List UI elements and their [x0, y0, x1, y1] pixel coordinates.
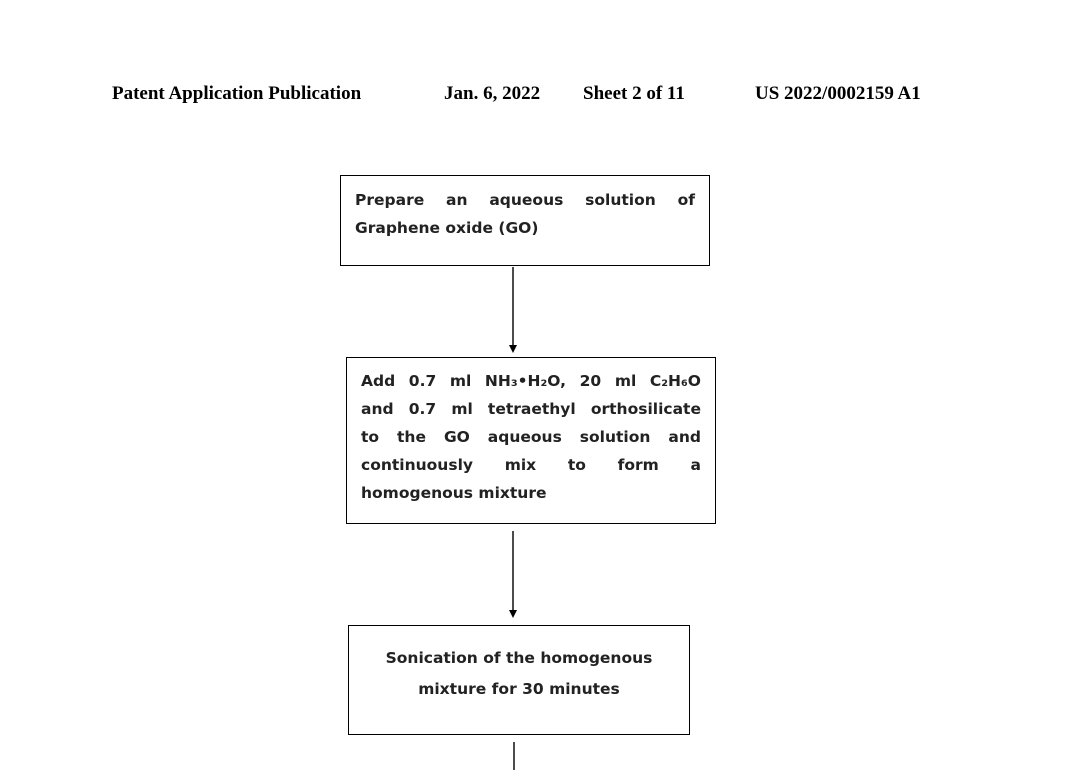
step2-line2: [361, 395, 701, 423]
word: GO: [443, 428, 470, 446]
word: C₂H₆O: [649, 372, 701, 390]
word: 0.7: [408, 372, 437, 390]
step2-line4: [361, 451, 701, 479]
sheet-number: Sheet 2 of 11: [583, 83, 685, 104]
word: the: [397, 428, 426, 446]
word: aqueous: [489, 191, 564, 209]
word: continuously: [361, 456, 473, 474]
word: solution: [585, 191, 656, 209]
word: Prepare: [355, 191, 425, 209]
word: orthosilicate: [590, 400, 701, 418]
word: aqueous: [487, 428, 562, 446]
word: and: [668, 428, 701, 446]
word: to: [567, 456, 586, 474]
flow-step-add-reagents: [346, 357, 716, 524]
word: NH₃•H₂O,: [484, 372, 567, 390]
step2-line5: homogenous mixture: [361, 484, 547, 502]
word: tetraethyl: [487, 400, 576, 418]
step2-line3: [361, 423, 701, 451]
patent-number: US 2022/0002159 A1: [755, 83, 921, 104]
step1-line1: [355, 186, 695, 214]
word: ml: [449, 372, 472, 390]
step3-line2: mixture for 30 minutes: [418, 680, 620, 698]
flow-step-prepare-go-solution: [340, 175, 710, 266]
publication-label: Patent Application Publication: [112, 83, 362, 104]
word: 0.7: [408, 400, 437, 418]
publication-date: Jan. 6, 2022: [444, 83, 541, 104]
word: Add: [361, 372, 396, 390]
step1-line2: Graphene oxide (GO): [355, 219, 539, 237]
page-header: [0, 83, 1069, 109]
word: an: [446, 191, 468, 209]
word: 20: [579, 372, 602, 390]
step2-line1: [361, 367, 701, 395]
word: to: [361, 428, 380, 446]
word: ml: [614, 372, 637, 390]
word: of: [677, 191, 695, 209]
flow-step-sonication: [348, 625, 690, 735]
word: mix: [504, 456, 537, 474]
word: ml: [451, 400, 473, 418]
word: form: [617, 456, 659, 474]
step3-line1: Sonication of the homogenous: [385, 649, 653, 667]
word: and: [361, 400, 394, 418]
word: a: [690, 456, 701, 474]
word: solution: [579, 428, 651, 446]
